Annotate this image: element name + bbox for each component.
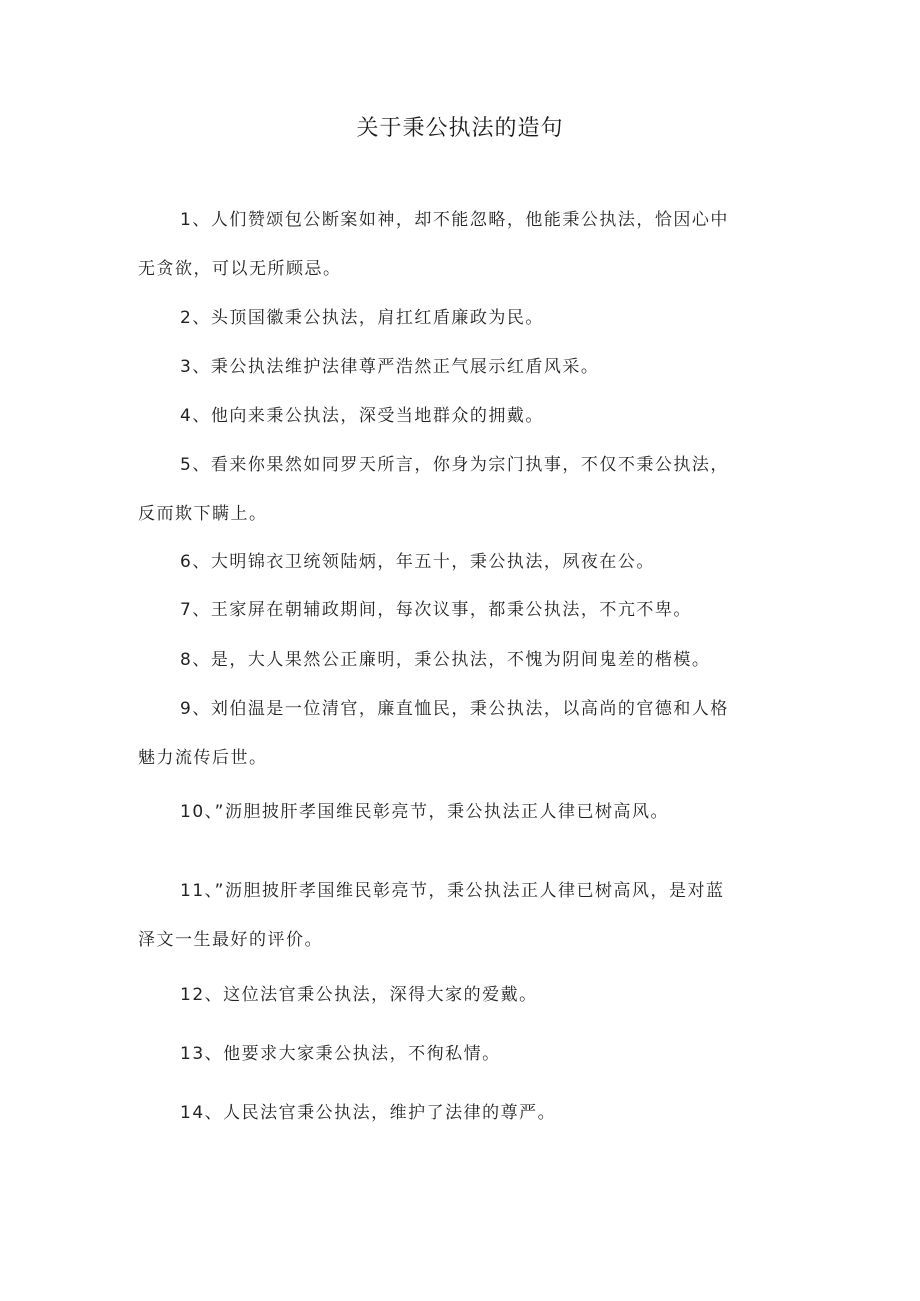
- sentence-1-line-1: 1、人们赞颂包公断案如神，却不能忽略，他能秉公执法，恰因心中: [180, 210, 729, 230]
- sentence-13-line-1: 13、他要求大家秉公执法，不徇私情。: [180, 1044, 501, 1064]
- sentence-12-line-1: 12、这位法官秉公执法，深得大家的爱戴。: [180, 985, 538, 1005]
- sentence-11-line-1: 11、”沥胆披肝孝国维民彰亮节，秉公执法正人律已树高风，是对蓝: [180, 881, 725, 901]
- sentence-2-line-1: 2、头顶国徽秉公执法，肩扛红盾廉政为民。: [180, 308, 544, 328]
- sentence-3-line-1: 3、秉公执法维护法律尊严浩然正气展示红盾风采。: [180, 357, 600, 377]
- sentence-11-line-2: 泽文一生最好的评价。: [138, 930, 323, 950]
- sentence-9-line-1: 9、刘伯温是一位清官，廉直恤民，秉公执法，以高尚的官德和人格: [180, 699, 729, 719]
- sentence-14-line-1: 14、人民法官秉公执法，维护了法律的尊严。: [180, 1103, 557, 1123]
- sentence-6-line-1: 6、大明锦衣卫统领陆炳，年五十，秉公执法，夙夜在公。: [180, 552, 655, 572]
- sentence-5-line-2: 反而欺下瞒上。: [138, 504, 268, 524]
- sentence-9-line-2: 魅力流传后世。: [138, 748, 268, 768]
- sentence-10-line-1: 10、”沥胆披肝孝国维民彰亮节，秉公执法正人律已树高风。: [180, 802, 669, 822]
- sentence-4-line-1: 4、他向来秉公执法，深受当地群众的拥戴。: [180, 406, 544, 426]
- document-title: 关于秉公执法的造句: [356, 116, 564, 141]
- sentence-5-line-1: 5、看来你果然如同罗天所言，你身为宗门执事，不仅不秉公执法，: [180, 455, 729, 475]
- sentence-1-line-2: 无贪欲，可以无所顾忌。: [138, 259, 342, 279]
- sentence-7-line-1: 7、王家屏在朝辅政期间，每次议事，都秉公执法，不亢不卑。: [180, 600, 692, 620]
- sentence-8-line-1: 8、是，大人果然公正廉明，秉公执法，不愧为阴间鬼差的楷模。: [180, 650, 711, 670]
